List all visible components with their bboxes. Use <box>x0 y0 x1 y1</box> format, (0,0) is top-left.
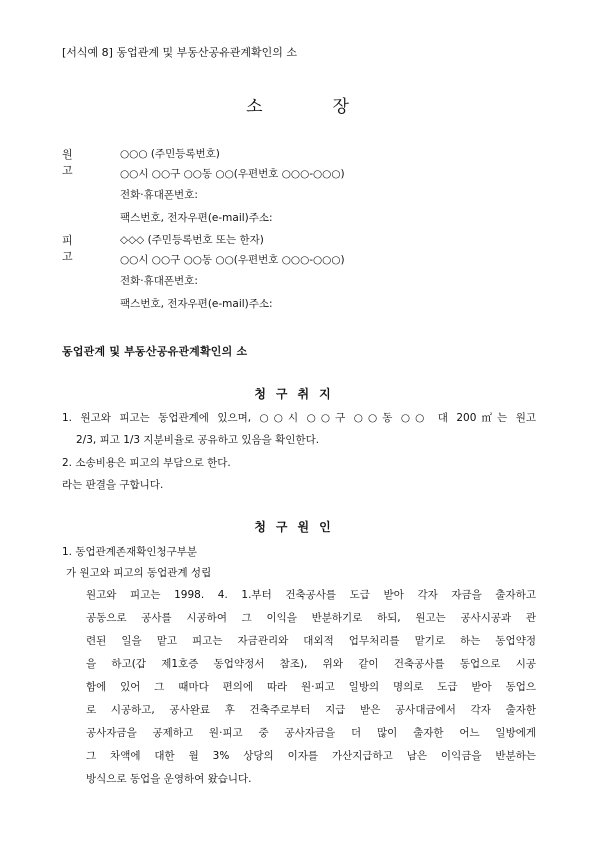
claim-purpose-line-1: 1. 원고와 피고는 동업관계에 있으며, ○○시 ○○구 ○○동 ○○ 대 200㎡는 원고 <box>62 412 536 424</box>
case-title: 동업관계 및 부동산공유관계확인의 소 <box>62 345 248 358</box>
document-title <box>0 92 595 117</box>
paragraph-line-1: 원고와 피고는 1998. 4. 1.부터 건축공사를 도급 받아 각자 자금을 출자하고 <box>86 589 536 601</box>
plaintiff-role-label <box>62 146 94 178</box>
title-part-1: 소 <box>246 97 263 117</box>
claim-purpose-closing: 라는 판결을 구합니다. <box>62 479 164 491</box>
title-part-2: 장 <box>332 97 349 117</box>
paragraph-line-3: 련된 일을 맡고 피고는 자금관리와 대외적 업무처리를 맡기로 하는 동업약정 <box>86 635 536 647</box>
paragraph-line-4: 을 하고(갑 제1호증 동업약정서 참조), 위와 같이 건축공사를 동업으로 시공 <box>86 658 536 670</box>
defendant-address: ○○시 ○○구 ○○동 ○○(우편번호 ○○○-○○○) <box>120 254 345 266</box>
claim-cause-heading: 청구원인 <box>254 520 341 534</box>
defendant-name: ◇◇◇ (주민등록번호 또는 한자) <box>120 234 264 246</box>
plaintiff-role: 원고 <box>62 148 89 177</box>
plaintiff-phone: 전화·휴대폰번호: <box>120 189 198 201</box>
defendant-role: 피고 <box>62 234 89 263</box>
defendant-role-label <box>62 232 94 264</box>
paragraph-line-2: 공동으로 공사를 시공하여 그 이익을 반분하기로 하되, 원고는 공사시공과 관 <box>86 612 536 624</box>
paragraph-line-7: 공사자금을 공제하고 원·피고 중 공사자금을 더 많이 출자한 어느 일방에게 <box>86 727 536 739</box>
plaintiff-address: ○○시 ○○구 ○○동 ○○(우편번호 ○○○-○○○) <box>120 168 345 180</box>
paragraph-line-9: 방식으로 동업을 운영하여 왔습니다. <box>86 773 252 785</box>
claim-cause-item-1: 1. 동업관계존재확인청구부분 <box>62 546 198 558</box>
paragraph-line-8: 그 차액에 대한 월 3% 상당의 이자를 가산지급하고 남은 이익금을 반분하는 <box>86 750 536 762</box>
paragraph-line-5: 함에 있어 그 때마다 편의에 따라 원·피고 일방의 명의로 도급 받아 동업으 <box>86 681 536 693</box>
plaintiff-name: ○○○ (주민등록번호) <box>120 148 220 160</box>
claim-purpose-line-2: 2/3, 피고 1/3 지분비율로 공유하고 있음을 확인한다. <box>76 434 320 446</box>
paragraph-line-6: 로 시공하고, 공사완료 후 건축주로부터 지급 받은 공사대금에서 각자 출자한 <box>86 704 536 716</box>
claim-purpose-heading: 청구취지 <box>254 387 341 401</box>
form-label: [서식예 8] 동업관계 및 부동산공유관계확인의 소 <box>62 46 297 59</box>
defendant-fax-email: 팩스번호, 전자우편(e-mail)주소: <box>120 298 273 310</box>
claim-cause-subitem: 가 원고와 피고의 동업관계 성립 <box>66 567 212 579</box>
plaintiff-fax-email: 팩스번호, 전자우편(e-mail)주소: <box>120 212 273 224</box>
defendant-phone: 전화·휴대폰번호: <box>120 275 198 287</box>
claim-purpose-line-3: 2. 소송비용은 피고의 부담으로 한다. <box>62 457 231 469</box>
